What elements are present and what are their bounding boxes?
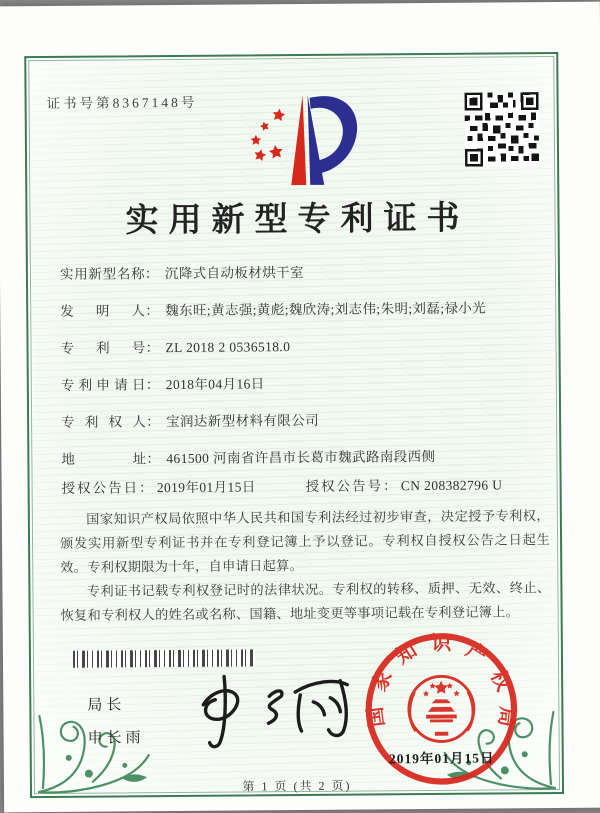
field-colon: ： [145, 340, 160, 356]
seal-date: 2019年01月15日 [388, 750, 495, 767]
qr-code [465, 92, 540, 167]
field-value: 宝润达新型材料有限公司 [166, 412, 320, 430]
svg-text:国家知识产权局 [363, 631, 520, 729]
field-inventors [60, 297, 548, 323]
field-label: 实用新型名称 [59, 266, 146, 282]
field-value: 461500 河南省许昌市长葛市魏武路南段西侧 [166, 448, 436, 467]
grant-date [62, 475, 306, 497]
field-label: 发明人 [60, 303, 146, 319]
page-number: 第 1 页 (共 2 页) [242, 778, 352, 794]
field-patent-number [60, 334, 548, 360]
field-colon: ： [139, 480, 154, 496]
field-colon: ： [144, 266, 159, 282]
legal-text [60, 504, 551, 628]
grant-date-value: 2019年01月15日 [156, 479, 256, 496]
legal-paragraph: 国家知识产权局依照中华人民共和国专利法经过初步审查，决定授予专利权，颁发实用新型专利证书并在专利登记簿上予以登记。专利权自授权公告之日起生效。专利权期限为十年，自申请日起算。 [60, 508, 551, 575]
field-colon: ： [146, 414, 161, 430]
field-list [60, 260, 550, 486]
grant-number-value: CN 208382796 U [400, 477, 503, 494]
field-value: 魏东旺;黄志强;黄彪;魏欣涛;刘志伟;朱明;刘磊;禄小光 [165, 300, 487, 319]
grant-number [306, 473, 503, 495]
field-colon: ： [146, 451, 161, 467]
field-filing-date [61, 371, 549, 397]
field-label: 地址 [61, 451, 147, 467]
certificate-page [0, 2, 600, 813]
grant-date-label: 授权公告日 [61, 480, 140, 496]
official-seal [355, 622, 528, 795]
field-patentee [61, 408, 549, 434]
field-colon: ： [145, 303, 160, 319]
director-name: 申长雨 [87, 730, 145, 747]
cnipa-logo-icon [228, 87, 369, 190]
certificate-number: 证书号第8367148号 [46, 94, 198, 111]
field-value: 沉降式自动板材烘干室 [164, 264, 304, 282]
barcode [73, 649, 255, 667]
director-title: 局长 [87, 697, 126, 714]
grant-row [62, 473, 550, 497]
field-value: 2018年04月16日 [165, 376, 265, 393]
legal-paragraph: 专利证书记载专利权登记时的法律状况。专利权的转移、质押、无效、终止、恢复和专利权人的姓名或名称、国籍、地址变更等事项记载在专利登记簿上。 [60, 580, 551, 623]
field-label: 专利权人 [61, 414, 147, 430]
seal-text: 国家知识产权局 [364, 632, 519, 729]
field-value: ZL 2018 2 0536518.0 [165, 339, 291, 356]
national-emblem-icon [409, 676, 474, 741]
grant-number-label: 授权公告号 [305, 478, 384, 494]
field-label: 专利号 [60, 340, 146, 356]
field-colon: ： [145, 377, 160, 393]
field-label: 专利申请日 [60, 377, 146, 393]
field-colon: ： [383, 478, 398, 494]
field-address [61, 445, 549, 471]
director-signature [179, 669, 370, 754]
field-utility-model-name [60, 260, 548, 286]
certificate-title: 实用新型专利证书 [125, 200, 470, 240]
